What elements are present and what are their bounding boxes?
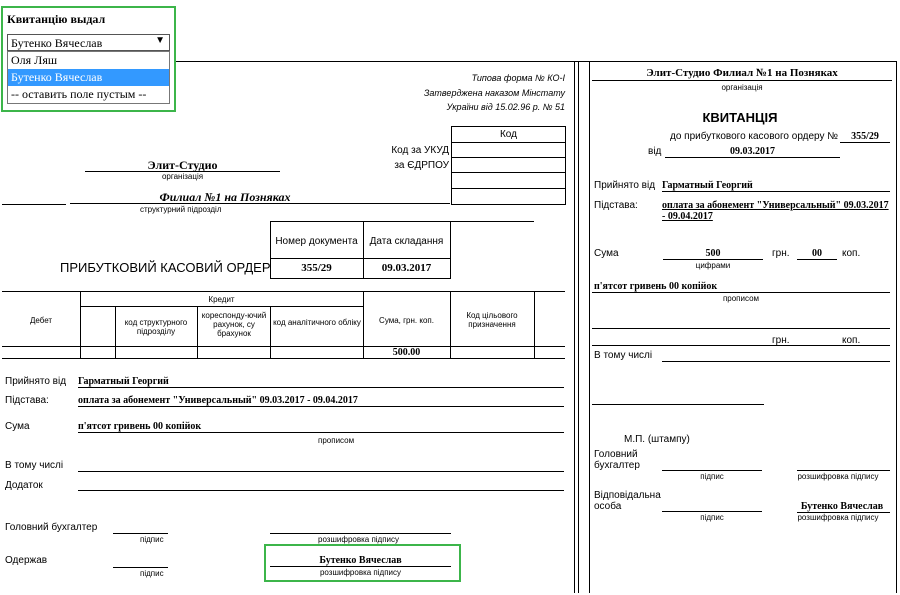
code-header: Код (499, 129, 517, 140)
receipt-grn-label: грн. (772, 248, 790, 259)
frame-divider-1 (574, 61, 575, 593)
chief-accountant-label: Головний бухгалтер (5, 522, 98, 533)
col-corr: кореспонду-ючий рахунок, су брахунок (201, 311, 267, 338)
frame-divider-2 (578, 61, 579, 593)
receipt-from-label: від (648, 146, 662, 157)
receipt-chief-line1: Головний (594, 449, 638, 460)
issuer-dropdown-panel (1, 6, 176, 112)
receipt-sum-words: п'ятсот гривень 00 копійок (594, 281, 718, 292)
receipt-sum-kop: 00 (812, 248, 822, 259)
receipt-including-label: В тому числі (594, 350, 653, 361)
receipt-to-order: до прибуткового касового ордеру № (670, 131, 839, 142)
receipt-title: КВИТАНЦІЯ (702, 110, 778, 125)
receipt-org-caption: організація (721, 83, 763, 92)
propysom-caption: прописом (318, 436, 355, 445)
receipt-basis-label: Підстава: (594, 200, 638, 211)
attachment-label: Додаток (5, 480, 43, 491)
col-struct: код структурного підрозділу (124, 318, 188, 336)
received-label: Одержав (5, 555, 48, 566)
basis-value: оплата за абонемент "Универсальный" 09.03.2017 - 09.04.2017 (78, 395, 358, 406)
issuer-option[interactable]: Оля Ляш (11, 53, 58, 67)
receipt-order-no: 355/29 (851, 131, 879, 142)
form-line-3: України від 15.02.96 р. № 51 (446, 102, 565, 112)
receipt-propysom-caption: прописом (722, 294, 760, 303)
chevron-down-icon: ▼ (155, 35, 165, 46)
receipt-resp-name: Бутенко Вячеслав (800, 501, 884, 512)
receipt-kop2-label: коп. (842, 335, 861, 346)
frame-right (896, 61, 897, 593)
issuer-options-list (7, 51, 170, 104)
receipt-chief-signature-caption: підпис (700, 472, 724, 481)
division-name: Филиал №1 на Позняках (159, 190, 291, 204)
chief-signature-caption: підпис (140, 535, 164, 544)
order-title: ПРИБУТКОВИЙ КАСОВИЙ ОРДЕР (60, 260, 271, 275)
org-caption: організація (161, 172, 204, 181)
doc-number-value: 355/29 (301, 262, 332, 274)
issuer-option-empty[interactable]: -- оставить поле пустым -- (11, 87, 147, 101)
issuer-select-value: Бутенко Вячеслав (11, 36, 103, 50)
edrpou-label: за ЄДРПОУ (394, 160, 449, 171)
sum-words: п'ятсот гривень 00 копійок (78, 421, 202, 432)
receipt-stamp: М.П. (штампу) (624, 434, 690, 445)
receipt-sum-label: Сума (594, 248, 619, 259)
doc-number-label: Номер документа (275, 236, 358, 247)
receipt-grn2-label: грн. (772, 335, 790, 346)
receipt-date: 09.03.2017 (730, 146, 775, 157)
sum-cell: 500.00 (392, 347, 421, 358)
accepted-value: Гарматный Георгий (78, 376, 169, 387)
receipt-sum-grn: 500 (705, 248, 721, 259)
basis-label: Підстава: (5, 395, 49, 406)
receipt-org-line: Элит-Студио Филиал №1 на Позняках (646, 67, 838, 79)
receipt-resp-sig-decode-caption: розшифровка підпису (797, 513, 879, 522)
col-sum: Сума, грн. коп. (379, 316, 434, 325)
received-sig-decode-caption: розшифровка підпису (319, 568, 402, 577)
form-line-1: Типова форма № КО-І (471, 73, 565, 83)
debet-header: Дебет (29, 316, 53, 325)
sum-label: Сума (5, 421, 30, 432)
receipt-resp-line1: Відповідальна (594, 490, 661, 501)
receipt-resp-line2: особа (594, 501, 622, 512)
col-purpose: Код цільового призначення (466, 311, 518, 329)
accepted-label: Прийнято від (5, 376, 67, 387)
doc-date-value: 09.03.2017 (381, 262, 432, 274)
kredit-header: Кредит (208, 295, 235, 304)
col-anal: код аналітичного обліку (273, 318, 361, 327)
issuer-select[interactable] (7, 34, 170, 51)
receipt-chief-line2: бухгалтер (594, 460, 640, 471)
chief-sig-decode-caption: розшифровка підпису (318, 535, 400, 544)
division-caption: структурний підрозділ (140, 205, 222, 214)
received-name: Бутенко Вячеслав (319, 555, 402, 566)
issuer-dropdown-title: Квитанцію выдал (7, 12, 106, 26)
receipt-chief-sig-decode-caption: розшифровка підпису (797, 472, 879, 481)
including-label: В тому числі (5, 460, 64, 471)
frame-divider-3 (589, 61, 590, 593)
received-signature-caption: підпис (140, 569, 164, 578)
receipt-resp-signature-caption: підпис (700, 513, 724, 522)
receipt-basis-value: оплата за абонемент "Универсальный" 09.03.2017 - 09.04.2017 (662, 200, 889, 222)
receipt-kop-label: коп. (842, 248, 861, 259)
form-line-2: Затверджена наказом Мінстату (423, 88, 565, 98)
receipt-accepted-value: Гарматный Георгий (662, 180, 753, 191)
doc-date-label: Дата складання (369, 236, 444, 247)
ukud-label: Код за УКУД (391, 145, 449, 156)
issuer-option-selected[interactable]: Бутенко Вячеслав (8, 69, 169, 86)
receipt-digits-caption: цифрами (695, 261, 731, 270)
org-name: Элит-Студио (147, 158, 218, 172)
receipt-accepted-label: Прийнято від (594, 180, 656, 191)
